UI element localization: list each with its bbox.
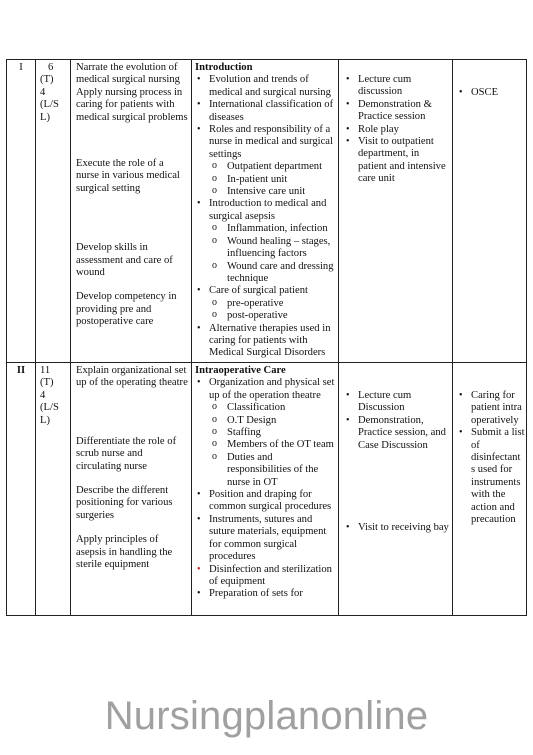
- circle-bullet-icon: o: [212, 413, 217, 425]
- table-border-top: [6, 59, 527, 60]
- list-item-text: Inflammation, infection: [227, 223, 328, 235]
- circle-bullet-icon: o: [212, 401, 217, 413]
- list-item: [457, 87, 525, 99]
- list-item: [344, 415, 450, 452]
- unit-number: II: [16, 365, 26, 376]
- list-item-text: pre-operative: [227, 297, 284, 309]
- list-item-text: Introduction to medical and surgical asepsis: [209, 198, 327, 222]
- content-list: [195, 74, 337, 359]
- hours-value: (L/S: [40, 99, 59, 111]
- hours-value: L): [40, 111, 50, 123]
- bullet-icon: •: [197, 99, 201, 111]
- assessment-list: [457, 87, 525, 99]
- circle-bullet-icon: o: [212, 185, 217, 197]
- list-item: [344, 136, 450, 186]
- circle-bullet-icon: o: [212, 222, 217, 234]
- bullet-icon: •: [197, 588, 201, 600]
- bullet-icon: •: [197, 563, 201, 575]
- list-item-text: post-operative: [227, 310, 288, 322]
- list-item-text: Duties and responsibilities of the nurse in OT: [227, 451, 319, 488]
- sub-list-item: [195, 310, 337, 322]
- list-item-text: Lecture cum discussion: [358, 74, 412, 98]
- list-item-text: In-patient unit: [227, 173, 288, 185]
- hours-value: 6: [48, 62, 54, 73]
- hours-value: (T): [40, 377, 54, 389]
- objective-text: Develop skills in assessment and care of wound: [76, 242, 173, 279]
- circle-bullet-icon: o: [212, 259, 217, 271]
- methods-cell: [344, 390, 450, 534]
- methods-list: [344, 390, 450, 534]
- bullet-icon: •: [459, 390, 463, 401]
- circle-bullet-icon: o: [212, 234, 217, 246]
- circle-bullet-icon: o: [212, 296, 217, 308]
- sub-list-item: [195, 186, 337, 198]
- list-item: [195, 377, 337, 402]
- list-item-text: Visit to outpatient department, in patient and intensive care unit: [358, 136, 446, 185]
- list-item: [195, 588, 337, 600]
- objective-text: Apply principles of asepsis in handling the sterile equipment: [76, 534, 173, 571]
- hours-cell: [40, 365, 70, 427]
- watermark-text: Nursingplanonline: [104, 694, 429, 738]
- list-item-text: Instruments, sutures and suture materials, equipment for common surgical procedures: [209, 513, 327, 563]
- methods-cell: [344, 74, 450, 186]
- list-item-text: Wound healing – stages, influencing factors: [227, 235, 331, 260]
- list-item: [195, 99, 337, 124]
- list-item-text: Caring for patient intra operatively: [471, 390, 522, 426]
- list-item: [195, 564, 337, 589]
- list-item-text: O.T Design: [227, 414, 277, 426]
- list-item-text: Wound care and dressing technique: [227, 260, 334, 284]
- table-border-bottom: [6, 615, 527, 616]
- objective-text: Execute the role of a nurse in various medical surgical setting: [76, 158, 180, 194]
- bullet-icon: •: [197, 124, 201, 136]
- objective-text: Explain organizational set up of the operating theatre: [76, 365, 188, 389]
- list-item-text: Demonstration, Practice session, and Case Discussion: [358, 414, 446, 451]
- bullet-icon: •: [346, 74, 350, 85]
- list-item-text: Demonstration & Practice session: [358, 98, 432, 123]
- assessment-list: [457, 390, 525, 526]
- bullet-icon: •: [346, 522, 350, 534]
- objectives-cell: [76, 62, 188, 329]
- row-divider: [6, 362, 527, 363]
- objective-text: Narrate the evolution of medical surgical nursing: [76, 62, 180, 86]
- col-line: [35, 59, 36, 616]
- list-item: [344, 522, 450, 534]
- list-item: [195, 514, 337, 564]
- list-item-text: Role play: [358, 123, 399, 135]
- objective-text: Develop competency in providing pre and postoperative care: [76, 291, 177, 328]
- list-item-text: Roles and responsibility of a nurse in medical and surgical settings: [209, 124, 333, 160]
- bullet-icon: •: [346, 98, 350, 110]
- list-item-text: OSCE: [471, 87, 499, 98]
- list-item-text: International classification of diseases: [209, 99, 334, 123]
- circle-bullet-icon: o: [212, 426, 217, 438]
- circle-bullet-icon: o: [212, 450, 217, 462]
- content-cell: [195, 62, 337, 360]
- bullet-icon: •: [346, 136, 350, 148]
- list-item: [195, 323, 337, 360]
- objective-text: Differentiate the role of scrub nurse and circulating nurse: [76, 435, 177, 472]
- list-item-text: Members of the OT team: [227, 439, 334, 451]
- hours-value: 4: [40, 86, 46, 98]
- bullet-icon: •: [197, 489, 201, 501]
- sub-list-item: [195, 452, 337, 489]
- col-line: [191, 59, 192, 616]
- list-item: [344, 74, 450, 99]
- list-item-text: Care of surgical patient: [209, 285, 308, 297]
- list-item-text: Outpatient department: [227, 161, 323, 173]
- circle-bullet-icon: o: [212, 160, 217, 172]
- list-item-text: Staffing: [227, 427, 261, 439]
- bullet-icon: •: [346, 414, 350, 426]
- content-cell: [195, 365, 337, 601]
- bullet-icon: •: [197, 285, 201, 297]
- objective-text: Describe the different positioning for various surgeries: [76, 485, 173, 521]
- list-item-text: Submit a list of disinfectant s used for instruments with the action and precaution: [471, 427, 525, 526]
- col-line: [6, 59, 7, 616]
- col-line: [526, 59, 527, 616]
- assessment-cell: [457, 390, 525, 526]
- bullet-icon: •: [346, 390, 350, 401]
- list-item-text: Visit to receiving bay: [358, 522, 449, 534]
- content-heading: Intraoperative Care: [195, 365, 286, 376]
- hours-value: (L/S: [40, 402, 59, 414]
- sub-list-item: [195, 261, 337, 286]
- col-line: [452, 59, 453, 616]
- bullet-icon: •: [197, 513, 201, 525]
- hours-value: 11: [40, 365, 51, 376]
- circle-bullet-icon: o: [212, 309, 217, 321]
- hours-cell: [40, 62, 70, 124]
- col-line: [70, 59, 71, 616]
- list-item: [344, 390, 450, 415]
- objectives-cell: [76, 365, 188, 571]
- content-heading: Introduction: [195, 62, 253, 73]
- list-item: [457, 390, 525, 427]
- list-item-text: Lecture cum Discussion: [358, 390, 412, 414]
- bullet-icon: •: [197, 74, 201, 86]
- list-item: [195, 198, 337, 223]
- list-item-text: Alternative therapies used in caring for patients with Medical Surgical Disorders: [209, 322, 331, 359]
- list-item: [457, 427, 525, 526]
- list-item-text: Disinfection and sterilization of equipment: [209, 563, 332, 587]
- hours-value: (T): [40, 74, 54, 86]
- unit-number: I: [19, 62, 23, 73]
- list-item-text: Position and draping for common surgical procedures: [209, 489, 332, 513]
- list-item: [195, 74, 337, 99]
- list-item-text: Classification: [227, 402, 286, 414]
- methods-list: [344, 74, 450, 186]
- list-item-text: Evolution and trends of medical and surgical nursing: [209, 74, 331, 98]
- content-list: [195, 377, 337, 600]
- bullet-icon: •: [346, 123, 350, 135]
- bullet-icon: •: [197, 322, 201, 334]
- col-line: [338, 59, 339, 616]
- assessment-cell: [457, 87, 525, 99]
- bullet-icon: •: [197, 198, 201, 210]
- objective-text: Apply nursing process in caring for patients with medical surgical problems: [76, 86, 188, 123]
- bullet-icon: •: [459, 427, 463, 439]
- hours-value: L): [40, 414, 50, 426]
- list-item-text: Organization and physical set up of the operation theatre: [209, 377, 335, 401]
- list-item-text: Intensive care unit: [227, 186, 306, 198]
- list-item-text: Preparation of sets for: [209, 588, 303, 600]
- circle-bullet-icon: o: [212, 172, 217, 184]
- list-item: [344, 99, 450, 124]
- list-item: [195, 489, 337, 514]
- list-item: [344, 124, 450, 136]
- circle-bullet-icon: o: [212, 438, 217, 450]
- list-item: [195, 124, 337, 161]
- sub-list-item: [195, 236, 337, 261]
- bullet-icon: •: [459, 87, 463, 98]
- bullet-icon: •: [197, 377, 201, 389]
- hours-value: 4: [40, 389, 46, 401]
